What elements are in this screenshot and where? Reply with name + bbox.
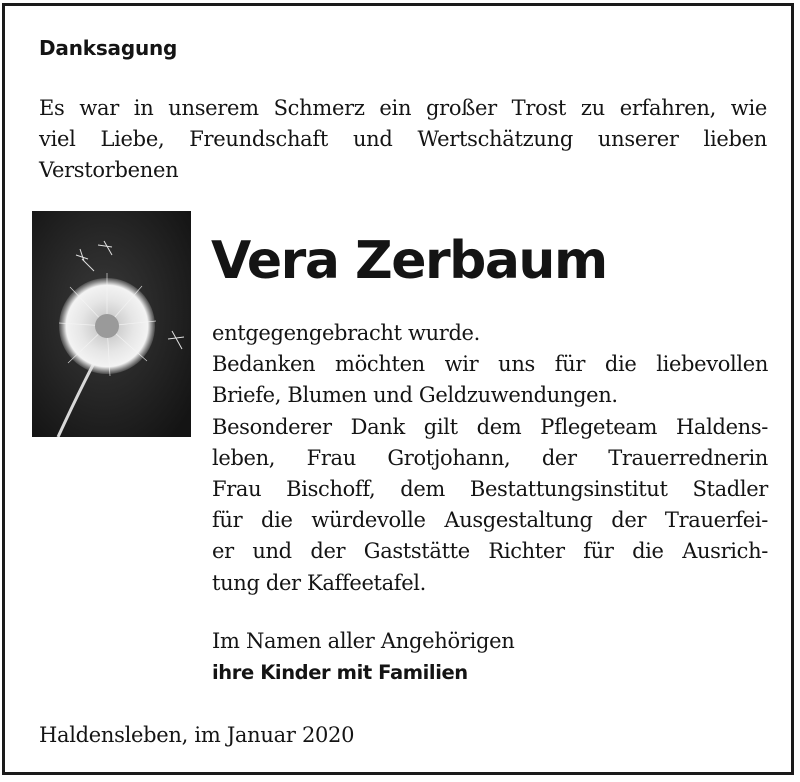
dandelion-photo [32, 211, 191, 437]
intro-line: viel Liebe, Freundschaft und Wertschätzung unserer lieben [39, 127, 767, 151]
body-line: Frau Bischoff, dem Bestattungsinstitut Stadler [212, 477, 768, 502]
thanks-text [212, 318, 768, 599]
signature-line: Im Namen aller Angehörigen [212, 629, 515, 653]
intro-text [39, 93, 767, 186]
body-line: für die würdevolle Ausgestaltung der Trauerfei- [212, 508, 768, 533]
body-line: leben, Frau Grotjohann, der Trauerrednerin [212, 445, 768, 470]
intro-line: Verstorbenen [39, 158, 179, 182]
obituary-notice [2, 3, 794, 775]
place-date: Haldensleben, im Januar 2020 [39, 723, 355, 747]
body-line: entgegengebracht wurde. [212, 321, 480, 345]
body-line: tung der Kaffeetafel. [212, 570, 427, 595]
intro-line: Es war in unserem Schmerz ein großer Trost zu erfahren, wie [39, 96, 767, 120]
body-line: Briefe, Blumen und Geldzuwendungen. [212, 383, 618, 408]
signature [212, 626, 515, 688]
body-line: Besonderer Dank gilt dem Pflegeteam Haldens- [212, 414, 768, 439]
deceased-name: Vera Zerbaum [211, 231, 607, 291]
heading: Danksagung [39, 36, 178, 60]
signature-family: ihre Kinder mit Familien [212, 661, 468, 684]
body-line: er und der Gaststätte Richter für die Ausrich- [212, 539, 768, 564]
body-line: Bedanken möchten wir uns für die liebevollen [212, 352, 768, 377]
